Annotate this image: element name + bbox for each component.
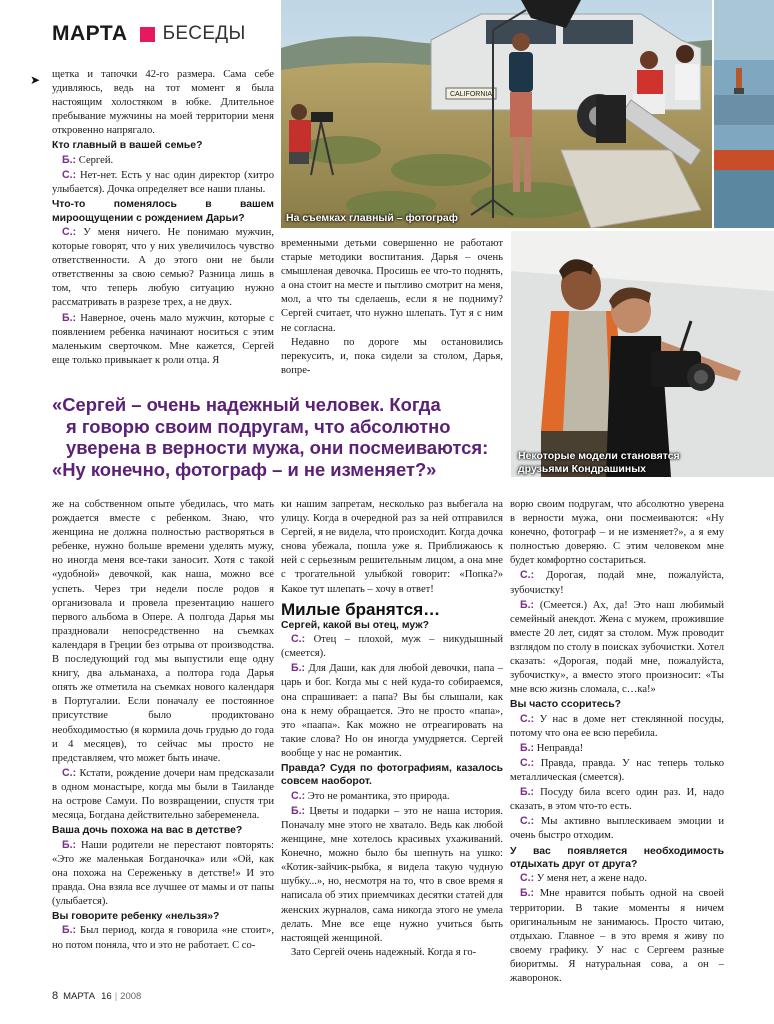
question: Что-то поменялось в вашем мироощущении с рождением Дарьи? <box>52 199 274 224</box>
answer-text: У нас в доме нет стеклянной посуды, потому что она ее всю перебила. <box>510 713 724 739</box>
column-3-bottom <box>510 498 724 986</box>
answer <box>510 568 724 597</box>
answer-text: Цветы и подарки – это не наша история. Поначалу мне этого не хватало. Ведь как любой женщине, мне хотелось красивых ухаживаний. Конечно, можно было бы шепнуть на ушко: «Котик-зайчик-рыбка, я видела такую чудную шубку...», но, несмотря на то, что в свое время я написала об этих приемчиках десятки статей для женских журналов, сама никогда этого не умела делать. Мне все еще нужно учиться быть настоящей женщиной. <box>281 805 503 944</box>
question: Сергей, какой вы отец, муж? <box>281 619 429 631</box>
speaker-label: Б.: <box>62 924 77 937</box>
speaker-label: С.: <box>291 789 306 802</box>
answer <box>52 838 274 909</box>
accent-square-icon <box>140 27 155 42</box>
column-2-bottom <box>281 498 503 960</box>
question: Кто главный в вашей семье? <box>52 140 203 152</box>
speaker-label: Б.: <box>62 838 77 851</box>
speaker-label: С.: <box>520 569 535 582</box>
column-2-top <box>281 237 503 378</box>
answer-text: Посуду била всего один раз. И, надо сказать, в этом что-то есть. <box>510 787 724 813</box>
paragraph: же на собственном опыте убедилась, что мать рождается вместе с ребенком. Знаю, что женщина не должна полностью растворяться в ребенке, нужно больше времени уделять мужу, но иногда меня все-таки заносит. Хотя с такой «удобной» девочкой, как наша, можно все успеть. Через три недели после родов я организовала и провела презентацию нашего первого альбома в Опере. А полгода Дарья мы праздновали непосредственно на съемках календаря в Греции без отрыва от производства. В последующий год мы выпустили еще одну книгу, два альманаха, а полтора года Дарья опять же отметила на съемках нового календаря в Португалии. Если поначалу ее постоянное присутствие было продиктовано необходимостью (я кормила дочь грудью до года и 4 месяцев), то сейчас мы просто не представляем, что может быть иначе. <box>52 499 274 764</box>
answer <box>510 598 724 698</box>
question: Правда? Судя по фотографиям, казалось совсем наоборот. <box>281 763 503 788</box>
column-1-bottom <box>52 498 274 953</box>
speaker-label: Б.: <box>291 662 306 675</box>
answer-text: Мне нравится побыть одной на своей территории. В такие моменты я ничем оригинальным не занимаюсь. Просто читаю, отдыхаю. Главное – в это время я живу по своему графику. У нас с Сергеем разные биоритмы. Я натуральная сова, а он – жаворонок. <box>510 888 724 985</box>
answer-text: Неправда! <box>534 742 584 754</box>
speaker-label: С.: <box>62 168 77 181</box>
speaker-label: Б.: <box>520 598 535 611</box>
answer-text: Наши родители не перестают повторять: «Это же маленькая Богданочка» или «Ой, как она похожа на Сереженьку в детстве!» И это правда. Она взяла все лучшее от мамы и от папы (улыбается). <box>52 839 274 907</box>
page-number: 8 <box>52 990 59 1002</box>
paragraph: ворю своим подругам, что абсолютно уверена в верности мужа, они посмеиваются: «Ну конечно, фотограф – и не изменяет?», а я ему полностью доверяю. С этим человеком мне будет комфортно состариться. <box>510 499 724 567</box>
speaker-label: Б.: <box>520 887 535 900</box>
answer <box>52 923 274 952</box>
answer-text: Это не романтика, это природа. <box>305 790 450 802</box>
pull-quote-line: уверена в верности мужа, они посмеиваются: <box>66 437 489 459</box>
answer <box>510 785 724 814</box>
speaker-label: С.: <box>291 633 306 646</box>
answer <box>52 766 274 823</box>
photo-shoot-illustration <box>281 0 712 228</box>
answer <box>52 153 274 168</box>
page-footer <box>52 990 141 1002</box>
section-header <box>52 22 246 46</box>
speaker-label: Б.: <box>520 741 535 754</box>
footer-issue: 16 <box>101 991 112 1002</box>
question: Вы часто ссоритесь? <box>510 699 621 711</box>
answer-text: Правда, правда. У нас теперь только металлическая (смеется). <box>510 758 724 784</box>
speaker-label: Б.: <box>520 786 535 799</box>
photo-shoot-image <box>281 0 712 228</box>
answer-text: Нет-нет. Есть у нас один директор (хитро улыбается). Дочка определяет все наши планы. <box>52 169 274 196</box>
answer <box>281 804 503 946</box>
pull-quote-line: «Ну конечно, фотограф – и не изменяет?» <box>52 458 437 480</box>
speaker-label: С.: <box>62 225 77 238</box>
answer <box>52 168 274 197</box>
answer-text: Дорогая, подай мне, пожалуйста, зубочистку! <box>510 570 724 596</box>
speaker-label: С.: <box>520 757 535 769</box>
couple-illustration <box>511 231 774 477</box>
couple-photo <box>511 231 774 477</box>
speaker-label: Б.: <box>62 311 77 324</box>
speaker-label: С.: <box>62 766 77 779</box>
answer <box>281 789 503 804</box>
answer <box>52 225 274 311</box>
paragraph: ки нашим запретам, несколько раз выбегала на улицу. Когда в очередной раз за ней отправился Сергей, я не видела, что происходит. Когда дочка снова убежала, пошла уже я. Приближаюсь к ней с серьезным решительным лицом, а она мне с трогательной улыбкой говорит: «Попка?» Какое тут шлепать – хочу в ответ! <box>281 499 503 595</box>
answer-text: У меня ничего. Не понимаю мужчин, которые говорят, что у них увеличилось чувство ответственности. А до этого они не были ответственны за свою семью? Разница лишь в том, что теперь любую ситуацию нужно рассматривать в разрезе трех, а не двух. <box>52 226 274 309</box>
section-title: БЕСЕДЫ <box>162 23 246 44</box>
column-1-top <box>52 68 274 368</box>
answer <box>510 871 724 886</box>
magazine-title: МАРТА <box>52 22 128 45</box>
question: Вы говорите ребенку «нельзя»? <box>52 911 220 923</box>
answer-text: Сергей. <box>76 154 114 166</box>
paragraph: временными детьми совершенно не работают старые методики воспитания. Дарья – очень смышленая девочка. Просишь ее что-то поднять, а она стоит на месте и пытливо смотрит на меня, мол, а что ты сделаешь, если я не подниму? Сергей считает, что нужно шлепать. Тут я с ним не согласна. <box>281 238 503 334</box>
paragraph: Недавно по дороге мы остановились перекусить, и, пока сидели за столом, Дарья, вопре- <box>281 336 503 376</box>
pull-quote-line: «Сергей – очень надежный человек. Когда <box>52 394 441 415</box>
answer <box>281 632 503 661</box>
paragraph: щетка и тапочки 42-го размера. Сама себе удивляюсь, ведь на тот момент я была настоящим холостяком в юбке. Длительное пребывание мужчины на моей территории меня откровенно напрягало. <box>52 69 274 137</box>
answer <box>510 886 724 986</box>
right-photo-caption <box>518 450 680 475</box>
pull-quote-line: я говорю своим подругам, что абсолютно <box>66 415 451 437</box>
answer <box>510 741 724 756</box>
pull-quote <box>52 394 512 480</box>
answer <box>281 661 503 761</box>
footer-year: 2008 <box>120 991 142 1002</box>
car-plate: CALIFORNIA <box>449 91 493 98</box>
answer <box>52 311 274 368</box>
answer <box>510 814 724 843</box>
question: У вас появляется необходимость отдыхать друг от друга? <box>510 845 724 870</box>
continue-arrow-icon: ➤ <box>30 73 41 87</box>
answer <box>510 712 724 741</box>
speaker-label: С.: <box>520 712 535 725</box>
answer-text: Для Даши, как для любой девочки, папа – царь и бог. Когда мы с ней куда-то собираемся, она спрашивает: а папа? Вы бы слышали, как она к нему обращается. Это не просто «папа», это «паапа». Как можно не отреагировать на такие слова? Но он иногда умудряется. Сергей вообще у нас не романтик. <box>281 663 503 759</box>
answer-text: Отец – плохой, муж – никудышный (смеется). <box>281 634 503 660</box>
answer-text: Наверное, очень мало мужчин, которые с появлением ребенка начинают носиться с этим маленьким сверточком. Мне кажется, Сергей еще только привыкает к роли отца. Я <box>52 312 274 366</box>
speaker-label: С.: <box>520 872 535 885</box>
speaker-label: Б.: <box>291 804 306 817</box>
speaker-label: С.: <box>520 815 535 828</box>
speaker-label: Б.: <box>62 153 77 166</box>
right-caption-line2: друзьями Кондрашиных <box>518 462 647 475</box>
right-caption-line1: Некоторые модели становятся <box>518 450 680 462</box>
answer-text: Кстати, рождение дочери нам предсказали в одном монастыре, когда мы были в Таиланде на острове Самуи. По возвращении, спустя три месяца, Богдана действительно забеременела. <box>52 767 274 822</box>
question: Ваша дочь похожа на вас в детстве? <box>52 825 243 837</box>
answer-text: Был период, когда я говорила «не стоит», но потом поняла, что и это не работает. С со- <box>52 925 274 951</box>
subheading: Милые бранятся… <box>281 599 441 619</box>
sea-illustration <box>714 0 774 228</box>
sea-photo-strip <box>714 0 774 228</box>
top-photo-caption: На съемках главный – фотограф <box>286 212 458 224</box>
answer-text: У меня нет, а жене надо. <box>534 873 647 885</box>
answer-text: Мы активно выплескиваем эмоции и очень быстро отходим. <box>510 816 724 842</box>
footer-divider: | <box>114 991 118 1002</box>
paragraph: Зато Сергей очень надежный. Когда я го- <box>291 946 477 958</box>
answer <box>510 756 724 785</box>
answer-text: (Смеется.) Ах, да! Это наш любимый семейный анекдот. Жена с мужем, прожившие вместе 20 лет, сидят за столом. Муж проводит взглядом по столу в поисках зубочистки. Хотел сказать: «Дорогая, подай мне, пожалуйста, зубочистку», а вместо этого произносит: «Ты мне всю жизнь сломала, с…ка!» <box>510 599 724 696</box>
footer-magazine: МАРТА <box>63 991 96 1002</box>
